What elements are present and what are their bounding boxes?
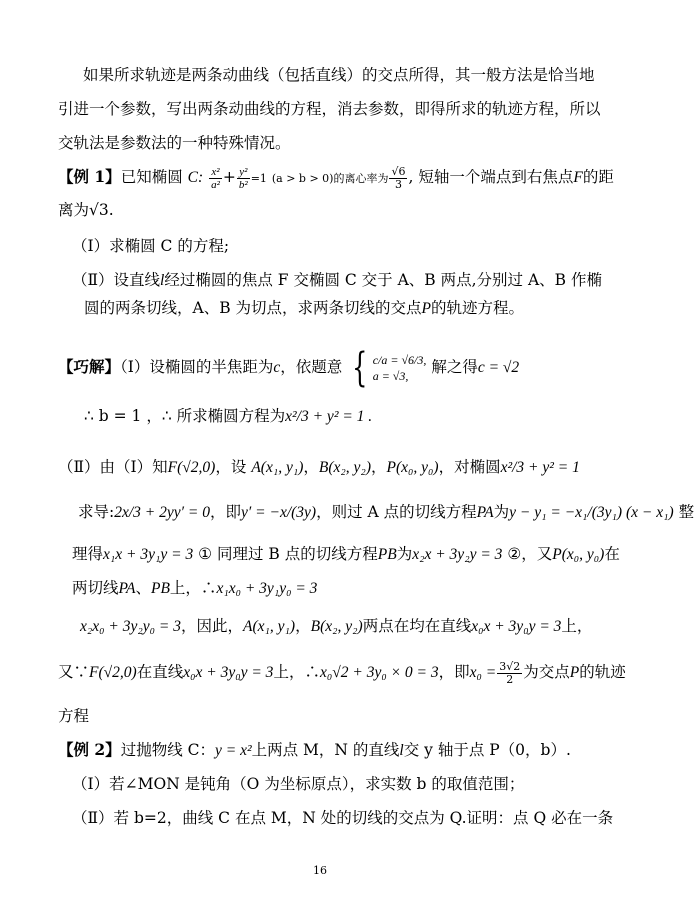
- example-1-line-1: 【例 1】已知椭圆 C: $\frac{\text{x²}}{\text{a²}}$ + $\frac{\text{y²}}{\text{b²}}$ =1 (a > b > 0)的离心率为 $\frac{√6}{3}$ , 短轴一个端点到右焦点F的距: [58, 164, 614, 191]
- intro-line-3: 交轨法是参数法的一种特殊情况。: [58, 134, 291, 152]
- solution-part-2-line-1: （Ⅱ）由（Ⅰ）知F(√2,0)，设 A(x₁, y₁)，B(x₂, y₂)，P(x₀, y₀)，对椭圆x²/3 + y² = 1: [58, 458, 580, 476]
- equation-system: c/a = √6/3, a = √3,: [372, 353, 427, 383]
- intro-line-2: 引进一个参数，写出两条动曲线的方程，消去参数，即得所求的轨迹方程，所以: [58, 100, 601, 118]
- solution-conclusion-line: 又∵F(√2,0)在直线x₀x + 3y₀y = 3上，∴x₀√2 + 3y₀ × 0 = 3，即x₀ = $\frac{3√2}{2}$ 为交点P的轨迹: [58, 659, 626, 686]
- example-2-part-1: （Ⅰ）若∠MON 是钝角（O 为坐标原点），求实数 b 的取值范围；: [72, 775, 525, 793]
- example-2-label: 【例 2】: [58, 740, 121, 759]
- solution-line-through-points: x₂x₀ + 3y₂y₀ = 3，因此，A(x₁, y₁)，B(x₂, y₂)两点在均在直线x₀x + 3y₀y = 3上，: [80, 617, 593, 635]
- solution-line-1: 【巧解】（Ⅰ）设椭圆的半焦距为c，依题意 { c/a = √6/3, a = √3, 解之得c = √2: [58, 345, 520, 391]
- example-1-part-2-cont: 圆的两条切线，A、B 为切点，求两条切线的交点P的轨迹方程。: [84, 299, 524, 317]
- example-2-part-2: （Ⅱ）若 b=2，曲线 C 在点 M，N 处的切线的交点为 Q.证明：点 Q 必在一条: [72, 809, 614, 827]
- example-1-line-2: 离为√3.: [58, 201, 114, 219]
- page-number: 16: [313, 864, 327, 877]
- example-1-part-1: （Ⅰ）求椭圆 C 的方程;: [72, 237, 230, 255]
- system-brace: {: [352, 345, 368, 391]
- example-1-label: 【例 1】: [58, 167, 121, 186]
- solution-tidy-line: 理得x₁x + 3y₁y = 3 ① 同理过 B 点的切线方程PB为x₂x + 3y₂y = 3 ②，又P(x₀, y₀)在: [72, 545, 620, 563]
- solution-line-b: ∴ b = 1 ，∴ 所求椭圆方程为x²/3 + y² = 1 .: [84, 407, 373, 425]
- example-2-line-1: 【例 2】过抛物线 C：y = x²上两点 M，N 的直线l交 y 轴于点 P（0，b）.: [58, 740, 571, 759]
- example-1-part-2: （Ⅱ）设直线l经过椭圆的焦点 F 交椭圆 C 交于 A、B 两点,分别过 A、B 作椭: [72, 271, 602, 289]
- solution-two-tangents-line: 两切线PA、PB上，∴x₁x₀ + 3y₁y₀ = 3: [72, 579, 318, 597]
- intro-line-1: 如果所求轨迹是两条动曲线（包括直线）的交点所得，其一般方法是恰当地: [83, 66, 595, 84]
- solution-label: 【巧解】: [58, 357, 121, 376]
- solution-final-word: 方程: [58, 707, 90, 725]
- solution-derivative-line: 求导:2x/3 + 2yy′ = 0，即y′ = −x/(3y)，则过 A 点的切线方程PA为y − y₁ = −x₁/(3y₁) (x − x₁) 整: [78, 503, 694, 521]
